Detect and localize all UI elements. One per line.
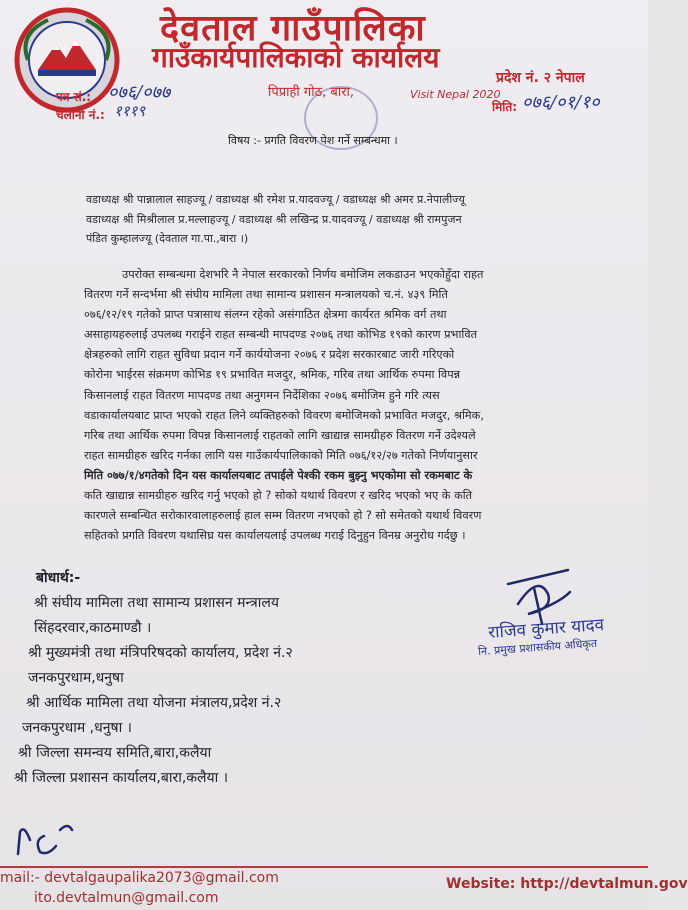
footer-email-secondary[interactable]: ito.devtalmun@gmail.com [34,890,219,906]
visit-nepal-logo: Visit Nepal 2020 [410,88,501,101]
body-line: क्षेत्रहरुको लागि राहत सुविधा प्रदान गर्ने कार्ययोजना २०७६ र प्रदेश सरकारबाट जारी गरिएको [84,348,455,362]
signatory-name: राजिव कुमार यादव [487,614,605,644]
cc-heading: बोधार्थ:- [36,570,81,586]
cc-line: जनकपुरधाम ,धनुषा । [22,720,132,736]
cc-line: श्री जिल्ला प्रशासन कार्यालय,बारा,कलैया । [14,770,229,786]
cc-line: श्री मुख्यमंत्री तथा मंत्रिपरिषदको कार्यालय, प्रदेश नं.२ [28,645,293,661]
body-line: वडाकार्यालयबाट प्राप्त भएको राहत लिने व्यक्तिहरुको विवरण बमोजिमको प्रभावित मजदुर, श्रमिक, [84,408,484,422]
body-line: उपरोक्त सम्बन्धमा देशभरि नै नेपाल सरकारको निर्णय बमोजिम लकडाउन भएकोहुँदा राहत [122,268,484,281]
letter-number-value: ०७६/०७७ [108,82,171,103]
body-line: सहितको प्रगति विवरण यथासिघ्र यस कार्यालयलाई उपलब्ध गराई दिनुहुन विनम्र अनुरोध गर्दछु । [84,529,466,543]
letter-body [84,265,484,546]
cc-line: श्री संघीय मामिला तथा सामान्य प्रशासन मन्त्रालय [34,595,279,611]
body-line: वितरण गर्ने सन्दर्भमा श्री संघीय मामिला तथा सामान्य प्रशासन मन्त्रालयको च.नं. ४३९ मिति [84,288,448,302]
body-line: कति खाद्यान्न सामग्रीहरु खरिद गर्नु भएको हो ? सोको यथार्थ विवरण र खरिद भएको भए के कति [84,489,473,503]
letter-subject: विषय :- प्रगति विवरण पेश गर्ने सम्बन्धमा । [228,134,398,147]
cc-line: सिंहदरवार,काठमाण्डौ । [34,620,152,636]
footer-email-primary[interactable]: mail:- devtalgaupalika2073@gmail.com [0,870,279,886]
cc-line: जनकपुरधाम,धनुषा [28,670,124,686]
footer-website[interactable]: Website: http://devtalmun.gov [446,876,688,892]
handwritten-initials [10,810,80,860]
body-line: कारणले सम्बन्धित सरोकारवालाहरुलाई हाल सम्म वितरण नभएको हो ? सो समेतको यथार्थ विवरण [84,509,482,523]
body-line: किसानलाई राहत वितरण मापदण्ड तथा अनुगमन निर्देशिका २०७६ बमोजिम हुने गरि त्यस [84,388,440,402]
copy-to-list [14,566,293,791]
date-label: मिति: [492,100,518,114]
municipality-name: देवताल गाउँपालिका [160,8,426,49]
body-line: गरिब तथा आर्थिक रुपमा विपन्न किसानलाई राहतको लागि खाद्यान्न सामग्रीहरु वितरण गर्ने उदेश्यले [84,428,476,442]
body-line: मिति ०७७/१/४गतेको दिन यस कार्यालयबाट तपाईले पेश्की रकम बुझ्नु भएकोमा सो रकमबाट के [84,468,473,482]
dispatch-number-label: चलानी नं.: [56,108,105,122]
province-label: प्रदेश नं. २ नेपाल [496,70,585,86]
signatory-title: नि. प्रमुख प्रशासकीय अधिकृत [477,636,598,659]
footer-divider [0,866,648,868]
body-line: राहत सामग्रीहरु खरिद गर्नका लागि यस गाउँकार्यपालिकाको मिति ०७६/१२/२७ गतेको निर्णयानुसार [84,448,478,462]
body-line: कोरोना भाईरस संक्रमण कोभिड १९ प्रभावित मजदुर, श्रमिक, गरिब तथा आर्थिक रुपमा विपन्न [84,368,461,382]
office-address: पिप्राही गोठ, बारा, [268,85,355,100]
body-line: ०७६/१२/१९ गतेको प्राप्त पत्रासाथ संलग्न रहेको असंगाठित क्षेत्रमा कार्यरत श्रमिक वर्ग तथा [84,308,447,322]
body-line: असाहायहरुलाई उपलब्ध गराईने राहत सम्बन्धी मापदण्ड २०७६ तथा कोभिड १९को कारण प्रभावित [84,328,478,342]
letter-number-label: पत्र सं.: [56,90,92,104]
cc-line: श्री जिल्ला समन्वय समिति,बारा,कलैया [18,745,212,761]
addressee-block [86,190,465,249]
addressee-line: पंडित कुम्हालज्यू (देवताल गा.पा.,बारा ।) [86,232,249,245]
dispatch-number-value: १११९ [114,102,146,120]
addressee-line: वडाध्यक्ष श्री मिश्रीलाल प्र.मल्लाहज्यू / वडाध्यक्ष श्री लखिन्द्र प्र.यादवज्यू / वडाध्यक्ष श्री रामपुजन [86,212,462,226]
office-name: गाउँकार्यपालिकाको कार्यालय [152,41,440,74]
addressee-line: वडाध्यक्ष श्री पान्नालाल साहज्यू / वडाध्यक्ष श्री रमेश प्र.यादवज्यू / वडाध्यक्ष श्री अमर प्र.नेपालीज्यू [86,193,465,206]
cc-line: श्री आर्थिक मामिला तथा योजना मंत्रालय,प्रदेश नं.२ [26,695,282,711]
date-value: ०७६/०१/१० [522,92,600,113]
